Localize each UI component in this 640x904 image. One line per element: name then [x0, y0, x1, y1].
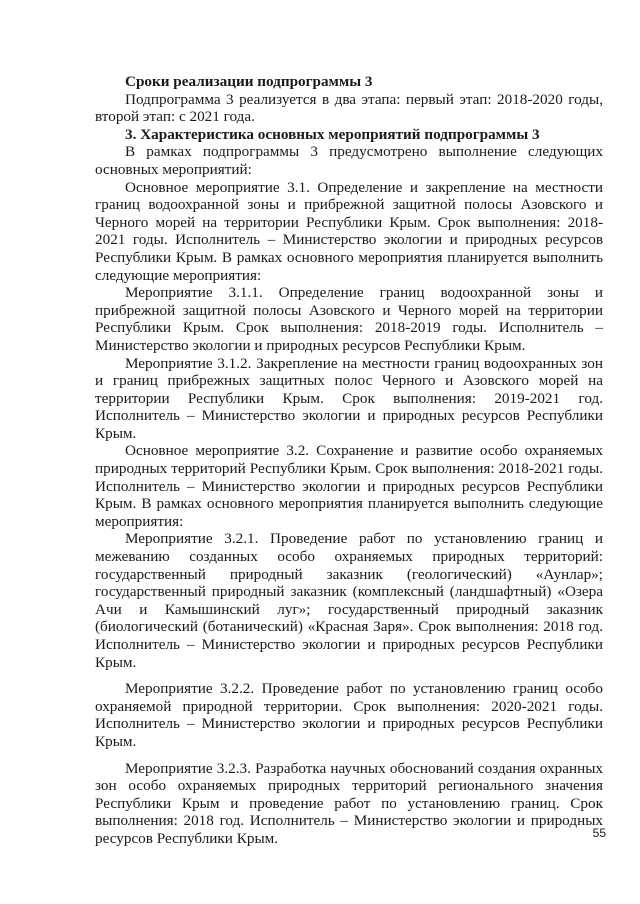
paragraph-measure-3-1: Основное мероприятие 3.1. Определение и закрепление на местности границ водоохранной зоны и прибрежной защитной полосы Азовского и Черного морей на территории Республики Крым. Срок выполнения: 2018-2021 годы. Исполнитель – Министерство экологии и природных ресурсов Республики Крым. В рамках основного мероприятия планируется выполнить следующие мероприятия:: [95, 178, 603, 284]
paragraph-stages: Подпрограмма 3 реализуется в два этапа: первый этап: 2018-2020 годы, второй этап: с 2021 года.: [95, 90, 603, 126]
paragraph-measure-3-2-2: Мероприятие 3.2.2. Проведение работ по установлению границ особо охраняемой природной территории. Срок выполнения: 2020-2021 годы. Исполнитель – Министерство экологии и природных ресурсов Республики Крым.: [95, 680, 603, 750]
paragraph-measure-3-1-1: Мероприятие 3.1.1. Определение границ водоохранной зоны и прибрежной защитной полосы Азовского и Черного морей на территории Республики Крым. Срок выполнения: 2018-2019 годы. Исполнитель – Министерство экологии и природных ресурсов Республики Крым.: [95, 284, 603, 354]
paragraph-measure-3-2-3: Мероприятие 3.2.3. Разработка научных обоснований создания охранных зон особо охраняемых природных территорий регионального значения Республики Крым и проведение работ по установлению границ. Срок выполнения: 2018 год. Исполнитель – Министерство экологии и природных ресурсов Республики Крым.: [95, 759, 603, 847]
paragraph-measure-3-2-1: Мероприятие 3.2.1. Проведение работ по установлению границ и межеванию созданных особо охраняемых природных территорий: государственный природный заказник (геологический) «Аунлар»; государственный природный заказник (комплексный (ландшафтный) «Озера Ачи и Камышинский луг»; государственный природный заказник (биологический (ботанический) «Красная Заря». Срок выполнения: 2018 год. Исполнитель – Министерство экологии и природных ресурсов Республики Крым.: [95, 530, 603, 671]
section-heading-measures: 3. Характеристика основных мероприятий подпрограммы 3: [125, 125, 540, 143]
page-number: 55: [592, 826, 606, 840]
paragraph-measure-3-2: Основное мероприятие 3.2. Сохранение и развитие особо охраняемых природных территорий Республики Крым. Срок выполнения: 2018-2021 годы. Исполнитель – Министерство экологии и природных ресурсов Республики Крым. В рамках основного мероприятия планируется выполнить следующие мероприятия:: [95, 442, 603, 530]
paragraph-intro: В рамках подпрограммы 3 предусмотрено выполнение следующих основных мероприятий:: [95, 143, 603, 178]
page-body: [95, 73, 603, 848]
paragraph-measure-3-1-2: Мероприятие 3.1.2. Закрепление на местности границ водоохранных зон и границ прибрежных защитных полос Черного и Азовского морей на территории Республики Крым. Срок выполнения: 2019-2021 год. Исполнитель – Министерство экологии и природных ресурсов Республики Крым.: [95, 354, 603, 442]
section-heading-timeline: Сроки реализации подпрограммы 3: [125, 73, 373, 90]
